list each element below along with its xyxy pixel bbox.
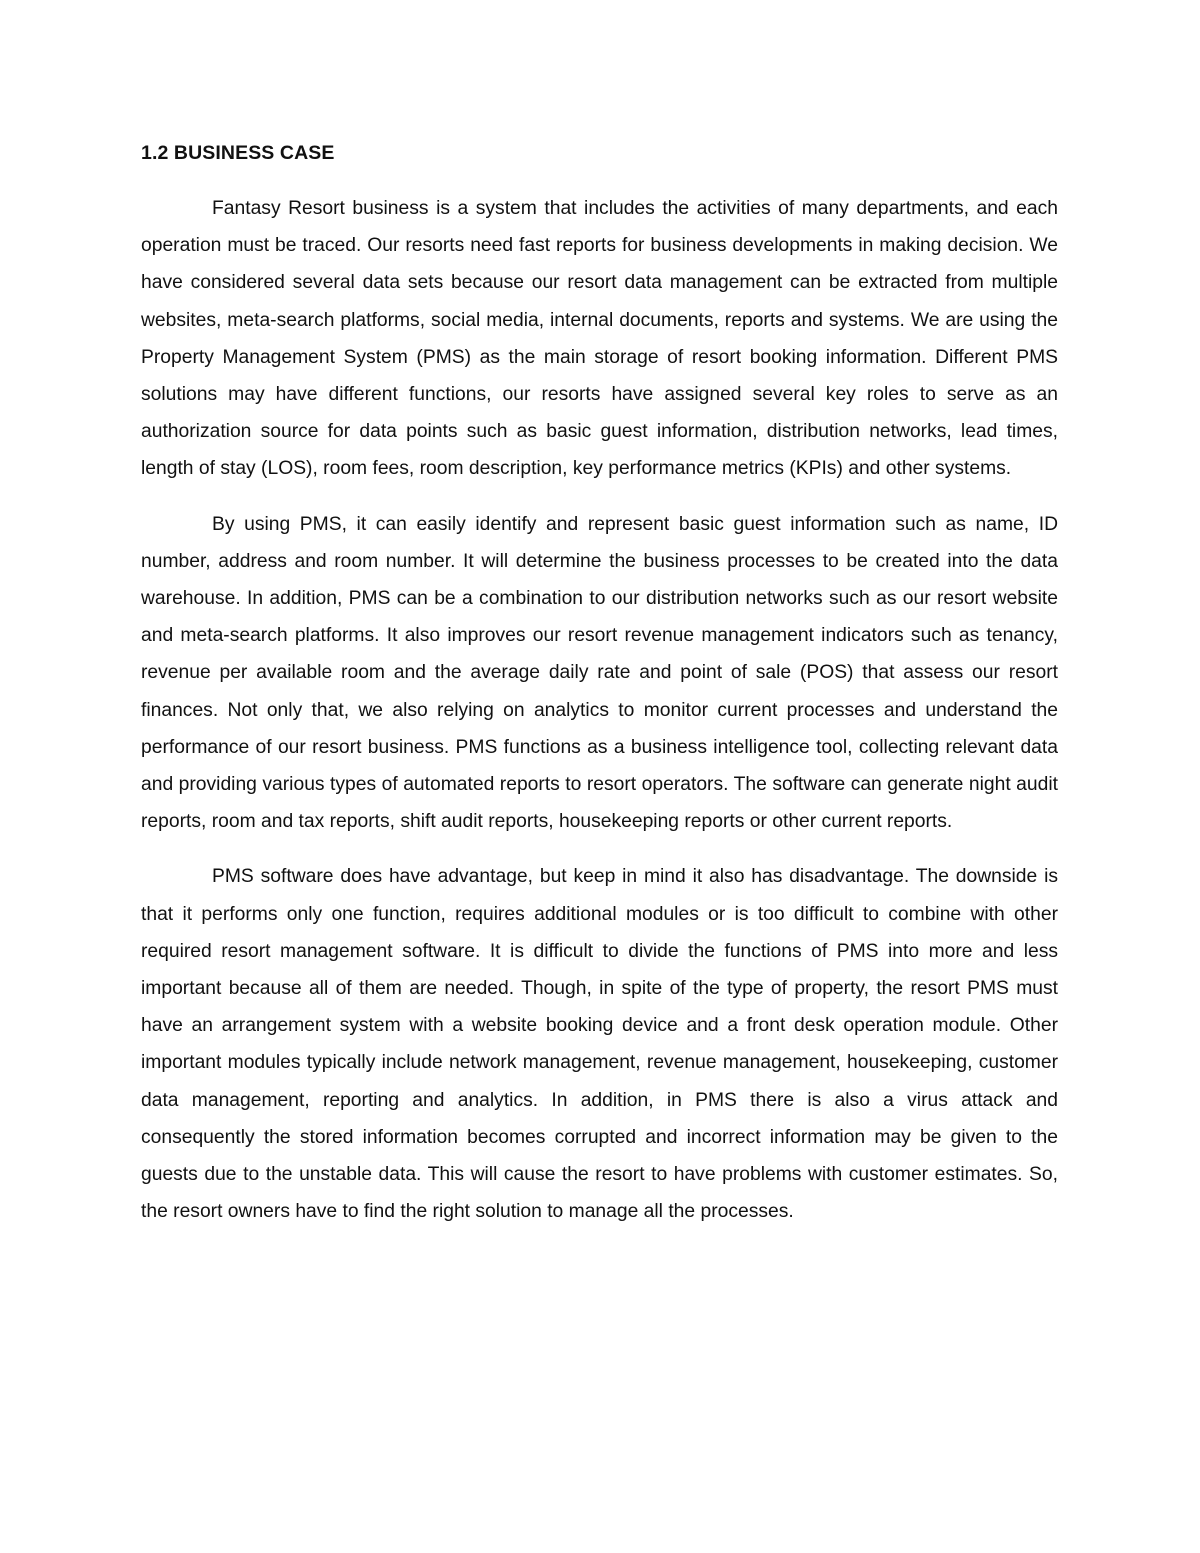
paragraph-2: By using PMS, it can easily identify and represent basic guest information such as name, ID number, address and room number. It will determine the business processes to be created into the data warehouse. In addition, PMS can be a combination to our distribution networks such as our resort website and meta-search platforms. It also improves our resort revenue management indicators such as tenancy, revenue per available room and the average daily rate and point of sale (POS) that assess our resort finances. Not only that, we also relying on analytics to monitor current processes and understand the performance of our resort business. PMS functions as a business intelligence tool, collecting relevant data and providing various types of automated reports to resort operators. The software can generate night audit reports, room and tax reports, shift audit reports, housekeeping reports or other current reports. xyxy=(141,513,1058,833)
section-heading: 1.2 BUSINESS CASE xyxy=(141,142,335,164)
paragraph-1: Fantasy Resort business is a system that includes the activities of many departments, and each operation must be traced. Our resorts need fast reports for business developments in making decision. We have considered several data sets because our resort data management can be extracted from multiple websites, meta-search platforms, social media, internal documents, reports and systems. We are using the Property Management System (PMS) as the main storage of resort booking information. Different PMS solutions may have different functions, our resorts have assigned several key roles to serve as an authorization source for data points such as basic guest information, distribution networks, lead times, length of stay (LOS), room fees, room description, key performance metrics (KPIs) and other systems. xyxy=(141,198,1058,480)
paragraph-3: PMS software does have advantage, but keep in mind it also has disadvantage. The downside is that it performs only one function, requires additional modules or is too difficult to combine with other required resort management software. It is difficult to divide the functions of PMS into more and less important because all of them are needed. Though, in spite of the type of property, the resort PMS must have an arrangement system with a website booking device and a front desk operation module. Other important modules typically include network management, revenue management, housekeeping, customer data management, reporting and analytics. In addition, in PMS there is also a virus attack and consequently the stored information becomes corrupted and incorrect information may be given to the guests due to the unstable data. This will cause the resort to have problems with customer estimates. So, the resort owners have to find the right solution to manage all the processes. xyxy=(141,866,1058,1223)
document-body xyxy=(141,138,1058,1248)
